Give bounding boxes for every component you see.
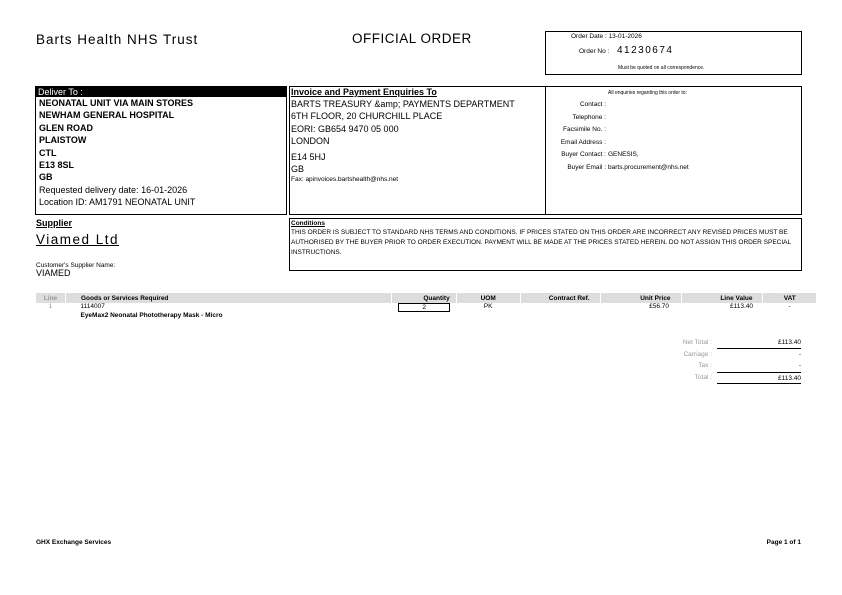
invoice-country: GB [291, 164, 305, 175]
contact-box [545, 86, 802, 215]
buyer-contact-value: GENESIS, [608, 151, 639, 158]
deliver-line: GB [39, 172, 53, 183]
deliver-line: NEWHAM GENERAL HOSPITAL [39, 110, 175, 121]
carriage-value: - [798, 350, 801, 358]
contact-note: All enquiries regarding this order to: [608, 90, 687, 96]
supplier-title: Supplier [36, 218, 73, 228]
invoice-line: LONDON [291, 136, 330, 147]
carriage-label: Carriage : [683, 350, 712, 358]
row-contract-ref [520, 303, 600, 312]
deliver-to-box [35, 86, 287, 215]
row-line: 1 [48, 303, 53, 310]
trust-name: Barts Health NHS Trust [36, 32, 199, 47]
invoice-postcode: E14 5HJ [291, 151, 326, 162]
items-header-row [36, 293, 817, 303]
buyer-email-label: Buyer Email : [567, 164, 606, 171]
contact-label: Contact : [579, 101, 606, 108]
row-quantity: 2 [398, 303, 450, 312]
row-description: EyeMax2 Neonatal Phototherapy Mask - Micro [80, 312, 223, 319]
supplier-name: Viamed Ltd [36, 232, 120, 247]
deliver-line: GLEN ROAD [39, 122, 93, 133]
col-vat: VAT [763, 293, 816, 303]
totals-labels [640, 337, 712, 383]
tax-label: Tax : [698, 362, 712, 369]
invoice-line: BARTS TREASURY &amp; PAYMENTS DEPARTMENT [291, 99, 515, 109]
col-goods: Goods or Services Required [65, 293, 391, 303]
col-uom: UOM [456, 293, 520, 303]
document-title: OFFICIAL ORDER [352, 31, 472, 46]
conditions-box [289, 218, 802, 271]
customer-supplier-name: VIAMED [36, 268, 71, 278]
row-uom: PK [483, 303, 493, 310]
deliver-line: NEONATAL UNIT VIA MAIN STORES [39, 98, 194, 108]
invoice-title: Invoice and Payment Enquiries To [291, 87, 437, 97]
telephone-label: Telephone : [572, 114, 606, 121]
col-line-value: Line Value [681, 293, 763, 303]
conditions-text: THIS ORDER IS SUBJECT TO STANDARD NHS TERMS AND CONDITIONS. IF PRICES STATED ON THIS ORDER ARE INCORRECT ANY REVISED PRICES MUST BE AUTHORISED BY THE BUYER PRIOR TO ORDER EXECUTION. PAYMENT WILL BE MADE AT THE PRICES STATED HEREIN. DO NOT ASSIGN THIS ORDER SPECIAL INSTRUCTIONS. [291, 229, 791, 256]
col-unit-price: Unit Price [600, 293, 681, 303]
customer-supplier-label: Customer's Supplier Name: [36, 262, 116, 269]
net-total-value: £113.40 [717, 337, 801, 349]
order-info-box [545, 31, 802, 75]
total-value: £113.40 [717, 372, 801, 385]
invoice-fax: Fax: apinvoices.bartshealth@nhs.net [291, 176, 399, 184]
table-row-description [36, 312, 817, 321]
row-unit-price: £56.70 [649, 303, 670, 310]
conditions-title: Conditions [291, 220, 325, 227]
items-table [35, 293, 816, 321]
deliver-line: CTL [39, 147, 57, 158]
invoice-line: 6TH FLOOR, 20 CHURCHILL PLACE [291, 111, 443, 122]
col-line: Line [36, 293, 66, 303]
tax-value: - [798, 362, 801, 369]
invoice-line: EORI: GB654 9470 05 000 [291, 123, 399, 134]
location-id: Location ID: AM1791 NEONATAL UNIT [39, 197, 196, 208]
col-quantity: Quantity [391, 293, 456, 303]
order-note: Must be quoted on all correspondence. [618, 65, 705, 71]
total-label: Total : [694, 373, 712, 381]
net-total-label: Net Total : [682, 339, 712, 346]
email-label: Email Address : [560, 139, 606, 146]
buyer-email-value: barts.procurement@nhs.net [608, 164, 689, 171]
totals-values [717, 337, 801, 384]
page-number: Page 1 of 1 [766, 539, 801, 546]
col-contract-ref: Contract Ref. [520, 293, 600, 303]
order-date: Order Date : 13-01-2026 [571, 33, 642, 40]
table-row [36, 303, 817, 312]
buyer-contact-label: Buyer Contact : [561, 151, 606, 158]
deliver-line: E13 8SL [39, 160, 75, 171]
row-vat: - [788, 303, 791, 310]
requested-delivery-date: Requested delivery date: 16-01-2026 [39, 184, 188, 195]
row-line-value: £113.40 [729, 303, 753, 310]
footer-left: GHX Exchange Services [36, 539, 112, 546]
facsimile-label: Facsimile No. : [563, 126, 606, 133]
invoice-box [289, 86, 546, 215]
row-code: 1114007 [80, 303, 105, 310]
order-no-label: Order No : [579, 48, 610, 55]
deliver-line: PLAISTOW [39, 135, 87, 146]
deliver-to-title: Deliver To : [36, 87, 286, 97]
order-number: 41230674 [617, 45, 674, 56]
